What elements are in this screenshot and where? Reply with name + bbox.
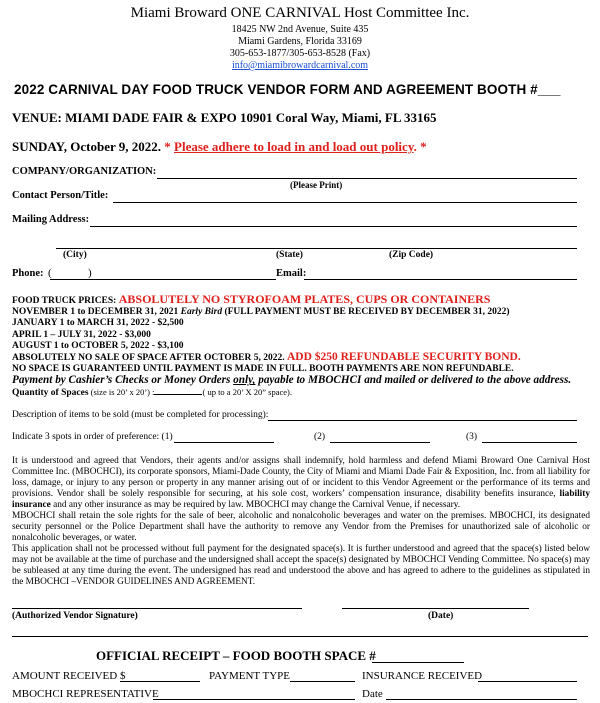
quantity-line: [12, 387, 571, 399]
early-bird-line: [12, 307, 571, 318]
price-tier-2: APRIL 1 – JULY 31, 2022 - $3,000: [12, 329, 151, 340]
address-line-2: Miami Gardens, Florida 33169: [238, 36, 362, 47]
city-state-zip-field[interactable]: [56, 248, 577, 249]
representative-label: MBOCHCI REPRESENTATIVE: [12, 688, 159, 700]
insurance-received-field[interactable]: [478, 681, 577, 682]
no-sale-notice: ABSOLUTELY NO SALE OF SPACE AFTER OCTOBER 5, 2022.: [12, 353, 285, 364]
form-title: 2022 CARNIVAL DAY FOOD TRUCK VENDOR FORM AND AGREEMENT BOOTH #___: [14, 82, 561, 97]
description-field[interactable]: [268, 420, 577, 421]
payment-text-a: Payment by Cashier’s Checks or Money Orders: [12, 374, 234, 387]
phone-field[interactable]: [50, 279, 276, 280]
no-sale-line: [12, 352, 571, 364]
load-policy-notice: Please adhere to load in and load out policy: [174, 139, 414, 154]
notice-end: . *: [413, 139, 427, 154]
company-field[interactable]: [157, 178, 577, 179]
vendor-signature-label: (Authorized Vendor Signature): [12, 611, 138, 621]
address-line-1-text: 18425 NW 2nd Avenue, Suite 435: [231, 24, 369, 35]
signature-date-label: (Date): [428, 611, 454, 621]
email-line: [0, 60, 600, 72]
address-line-1: [0, 24, 600, 36]
indemnity-text: It is understood and agreed that Vendors, their agents and/or assigns shall indemnify, hold harmless and defend Miami Broward One Carnival Host Committee Inc. (MBOCHCI), its corporate sponsors, Miami-Dade County, the City of Miami and Miami Dade Fair & Exposition, Inc. from all liability for loss, damage, or injury to any person or property in any manner arising out of or incident to this Vendor Agreement or the performance of its terms and provisions. Vendor shall be solely responsible for securing, at his sole cost, workers’ compensation insurance, disability benefits insurance,: [12, 456, 590, 499]
payment-text-b: payable to MBOCHCI and mailed or delivered to the above address.: [255, 374, 572, 387]
email-link[interactable]: info@miamibrowardcarnival.com: [231, 60, 369, 71]
quantity-field[interactable]: [154, 394, 202, 395]
vendor-signature-field[interactable]: [12, 608, 302, 609]
agreement-paragraph-2: MBOCHCI shall retain the sole rights for the sale of beer, alcoholic and nonalcoholic beverages and water on the premises. MBOCHCI, its designated security personnel or the Police Department shall have the authority to remove any Vendor from the Premises for unauthorized sale of alcoholic or nonalcoholic beverages, or water.: [12, 511, 590, 543]
description-label: Description of items to be sold (must be completed for processing):: [12, 410, 269, 420]
agreement-paragraph-1: [12, 456, 590, 511]
contact-field[interactable]: [113, 202, 577, 203]
quantity-size: (size is 20’ x 20’) :: [88, 386, 155, 397]
amount-received-field[interactable]: [120, 681, 200, 682]
prices-heading-line: [12, 294, 571, 307]
city-hint: (City): [63, 250, 87, 260]
receipt-title: OFFICIAL RECEIPT – FOOD BOOTH SPACE #: [96, 648, 376, 663]
state-hint: (State): [276, 250, 303, 260]
spot-2-field[interactable]: [330, 442, 430, 443]
contact-label: Contact Person/Title:: [12, 190, 109, 201]
payment-notice: [12, 375, 571, 386]
receipt-divider: [12, 636, 588, 637]
liability-insurance-text: liability insurance: [12, 488, 590, 510]
email-label: Email:: [276, 268, 307, 279]
early-bird-dates: NOVEMBER 1 to DECEMBER 31, 2021: [12, 307, 179, 318]
prices-label: FOOD TRUCK PRICES:: [12, 296, 117, 306]
prices-block: [12, 294, 571, 399]
spot-2-label: (2): [314, 432, 326, 442]
phone-paren-open: (: [48, 267, 52, 279]
signature-date-field[interactable]: [342, 608, 529, 609]
quantity-note: ( up to a 20’ X 20” space).: [202, 386, 293, 397]
security-bond-notice: ADD $250 REFUNDABLE SECURITY BOND.: [286, 351, 521, 364]
phone-paren-close: ): [88, 267, 92, 279]
spot-1-field[interactable]: [174, 442, 274, 443]
spot-3-label: (3): [466, 432, 478, 442]
organization-name: Miami Broward ONE CARNIVAL Host Committee Inc.: [130, 5, 470, 21]
amount-received-label: AMOUNT RECEIVED $: [12, 670, 126, 682]
please-print-hint: (Please Print): [290, 180, 343, 190]
receipt-date-label: Date: [362, 688, 383, 700]
asterisk: *: [164, 139, 171, 154]
guarantee-notice: NO SPACE IS GUARANTEED UNTIL PAYMENT IS MADE IN FULL. BOOTH PAYMENTS ARE NON REFUNDABLE.: [12, 364, 514, 375]
mailing-label: Mailing Address:: [12, 214, 90, 225]
spot-3-field[interactable]: [482, 442, 577, 443]
venue-line: VENUE: MIAMI DADE FAIR & EXPO 10901 Coral Way, Miami, FL 33165: [12, 110, 437, 125]
receipt-date-field[interactable]: [386, 699, 577, 700]
spots-label: Indicate 3 spots in order of preference: (1): [12, 432, 173, 442]
booth-space-number-field[interactable]: [372, 662, 464, 663]
event-date-line: [12, 139, 427, 155]
email-field[interactable]: [304, 279, 577, 280]
company-label: COMPANY/ORGANIZATION:: [12, 166, 157, 177]
early-bird-note: (FULL PAYMENT MUST BE RECEIVED BY DECEMBER 31, 2022): [224, 307, 510, 318]
representative-field[interactable]: [153, 699, 355, 700]
phone-label: Phone:: [12, 268, 44, 279]
agreement-paragraph-3: This application shall not be processed without full payment for the designated space(s). It is further understood and agreed that the space(s) listed below may not be available at the time of purchase and the undersigned shall accept the space(s) designated by MBOCHCI Vending Committee. No space(s) may be subleased at any time during the event. The undersigned has read and understood the above and has agreed to adhere to the guidelines as stipulated in the MBOCHCI –VENDOR GUIDELINES AND AGREEMENT.: [12, 544, 590, 587]
quantity-label: Quantity of Spaces: [12, 387, 89, 398]
insurance-text: and any other insurance as may be required by law. MBOCHCI may change the Carnival Venue, if necessary.: [50, 499, 461, 510]
price-tier-3: AUGUST 1 to OCTOBER 5, 2022 - $3,100: [12, 340, 184, 351]
price-tier-1: JANUARY 1 to MARCH 31, 2022 - $2,500: [12, 318, 184, 329]
zip-hint: (Zip Code): [389, 250, 434, 260]
payment-only: only,: [233, 374, 256, 387]
event-date: SUNDAY, October 9, 2022.: [12, 139, 162, 154]
payment-type-field[interactable]: [290, 681, 355, 682]
early-bird-label: Early Bird: [180, 307, 223, 318]
payment-type-label: PAYMENT TYPE: [209, 670, 291, 682]
no-styrofoam-notice: ABSOLUTELY NO STYROFOAM PLATES, CUPS OR CONTAINERS: [118, 292, 491, 306]
phone-fax-line: 305-653-1877/305-653-8528 (Fax): [229, 48, 371, 59]
mailing-field[interactable]: [90, 226, 577, 227]
insurance-received-label: INSURANCE RECEIVED: [362, 670, 483, 682]
